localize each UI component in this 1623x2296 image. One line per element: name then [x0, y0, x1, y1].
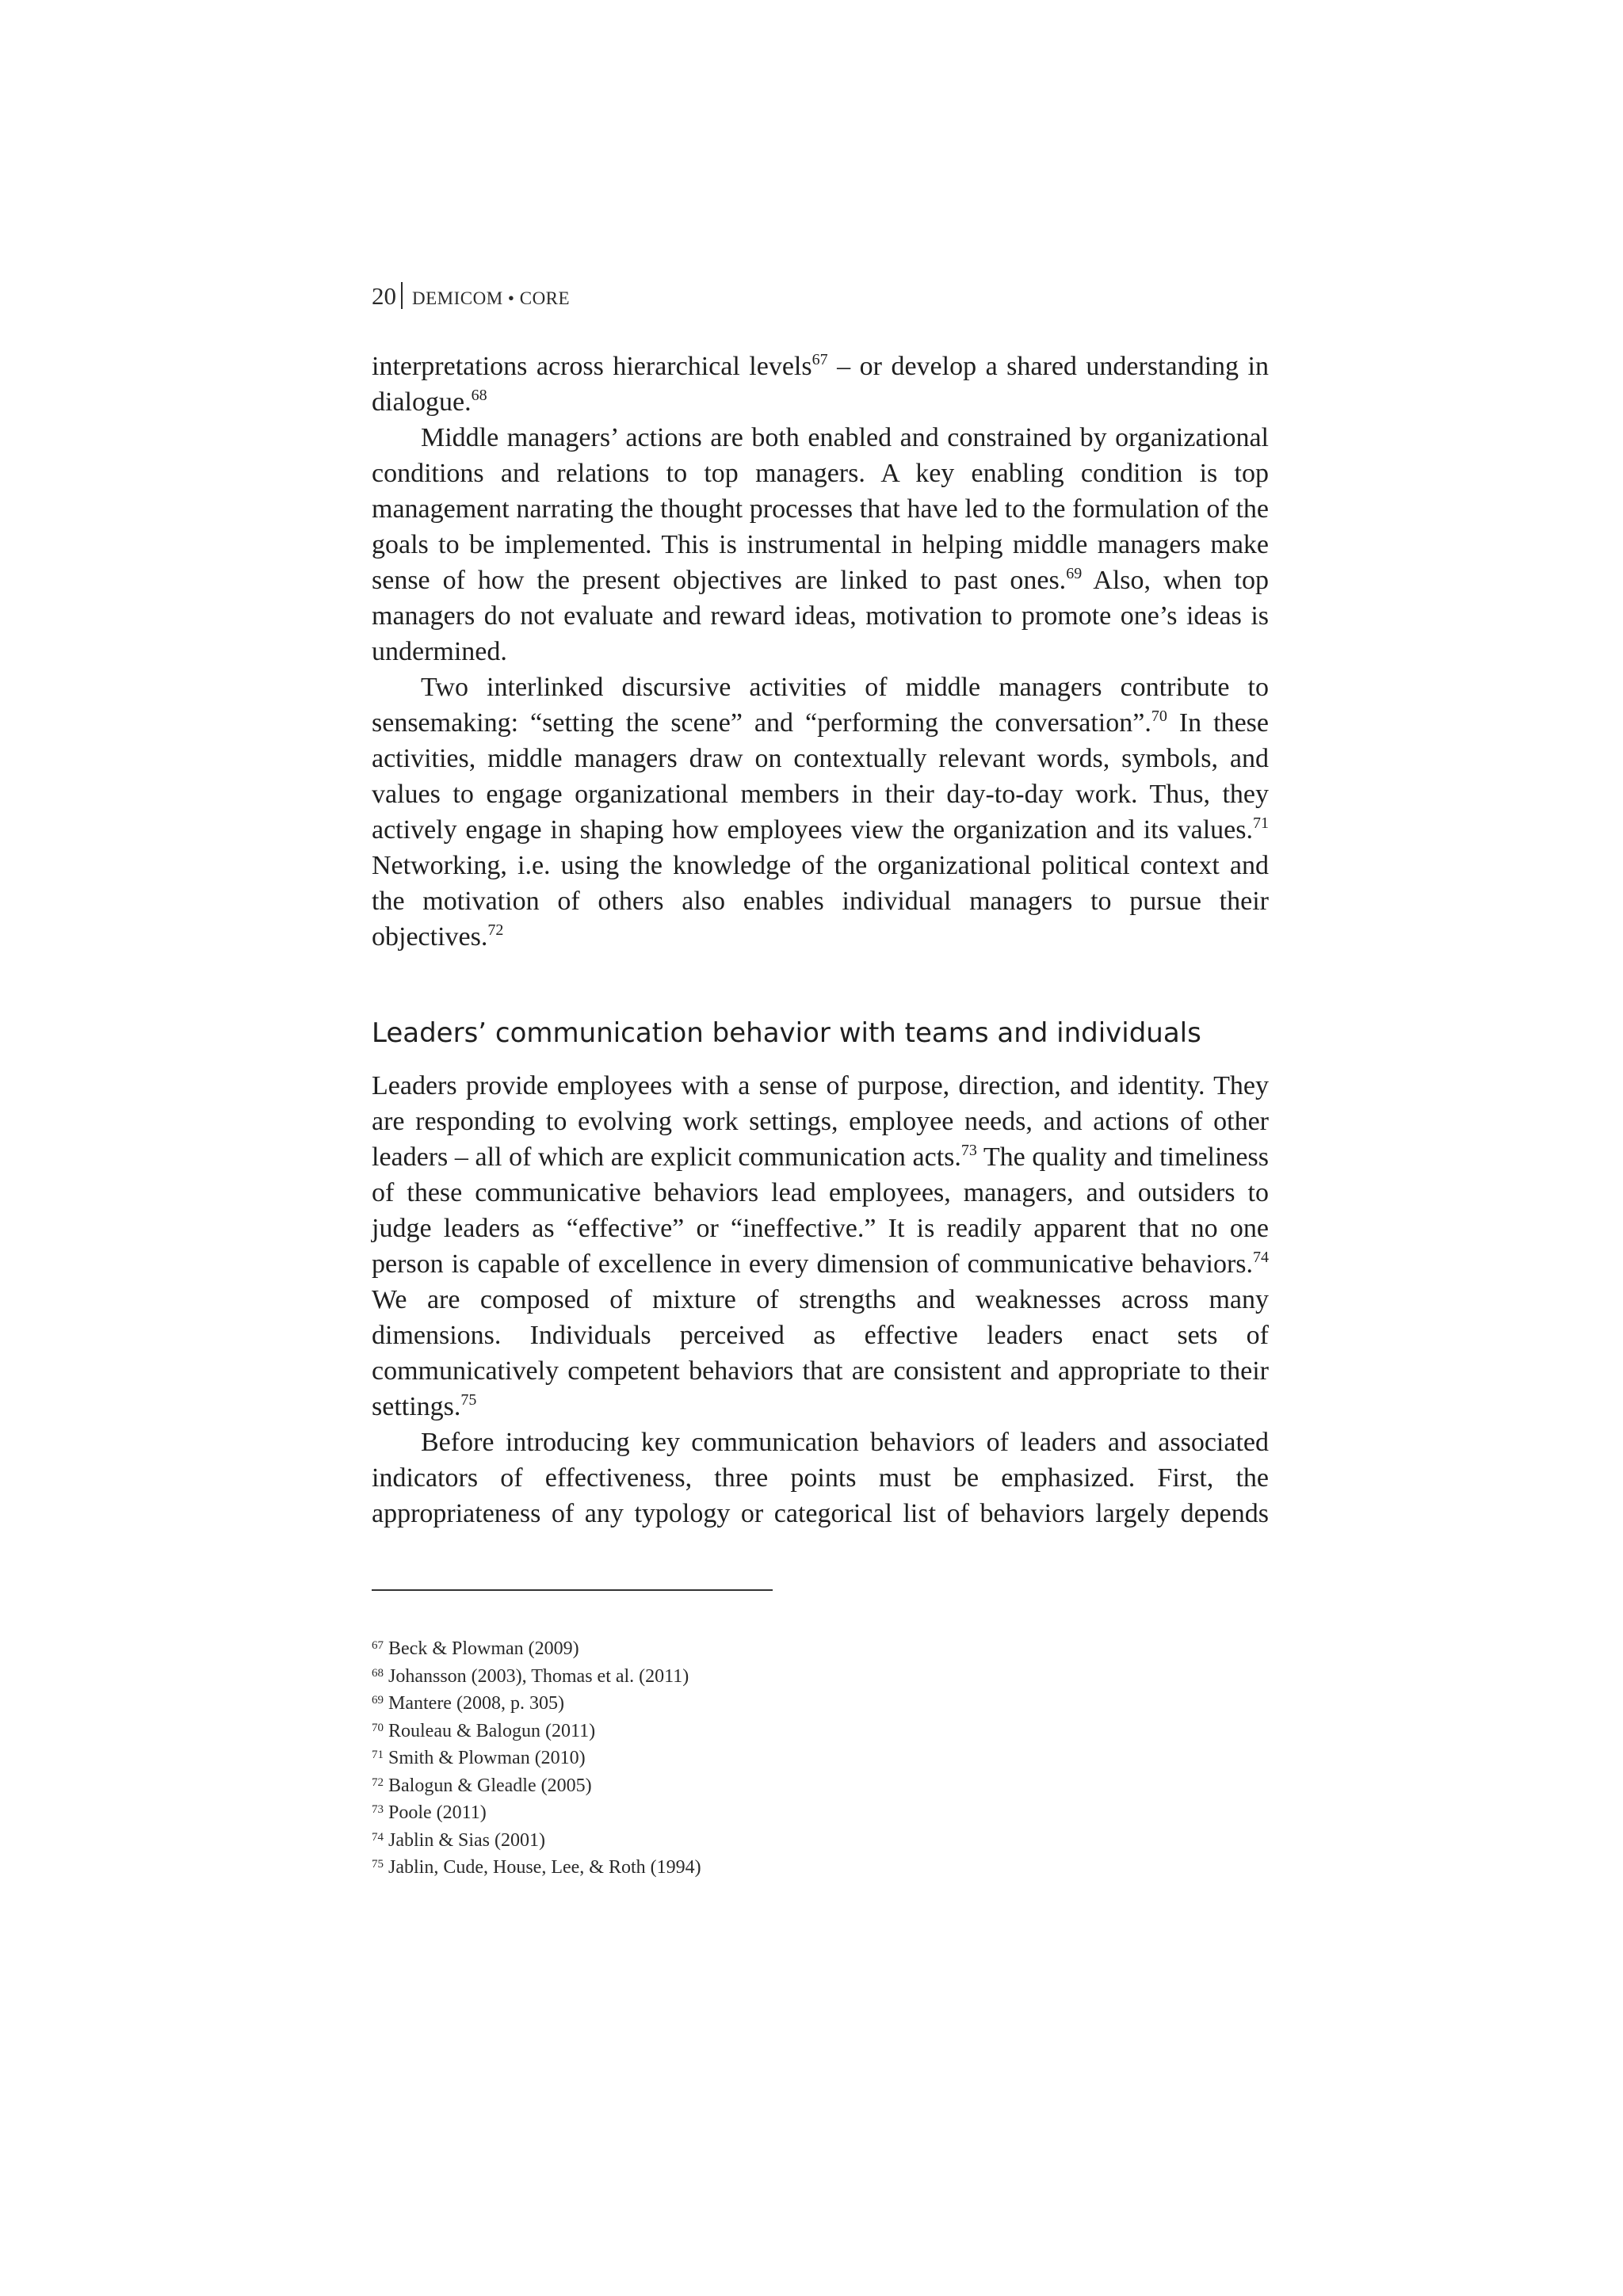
footnote-ref[interactable]: 71 [1253, 814, 1269, 832]
text-run: Leaders provide employees with a sense of purpose, direction, and identity. They are responding to evolving work settings, employee needs, and actions of other leaders – all of which are explicit communication acts. [372, 1071, 1269, 1172]
footnote-number: 71 [372, 1749, 384, 1761]
footnote-text: Jablin & Sias (2001) [388, 1829, 545, 1851]
footnote-separator [372, 1589, 773, 1591]
paragraph [372, 420, 1269, 669]
footnote-item [372, 1799, 926, 1827]
text-run: Middle managers’ actions are both enabled and constrained by organizational conditions and relations to top managers. A key enabling condition is top management narrating the thought processes that have led to the formulation of the goals to be implemented. This is instrumental in helping middle managers make sense of how the present objectives are linked to past ones. [372, 423, 1269, 595]
running-head-title: DEMICOM • CORE [412, 288, 571, 308]
paragraph [372, 349, 1269, 420]
footnote-item [372, 1635, 926, 1663]
footnote-text: Beck & Plowman (2009) [388, 1638, 579, 1659]
footnote-number: 75 [372, 1858, 384, 1871]
footnote-number: 72 [372, 1775, 384, 1789]
text-run: Networking, i.e. using the knowledge of the organizational political context and the motivation of others also enables individual managers to pursue their objectives. [372, 851, 1269, 952]
footnote-number: 67 [372, 1639, 384, 1652]
running-head-divider [401, 282, 403, 309]
text-run: Two interlinked discursive activities of middle managers contribute to sensemaking: “setting the scene” and “performing the conversation”. [372, 673, 1269, 738]
footnote-number: 69 [372, 1694, 384, 1707]
footnote-item [372, 1745, 926, 1772]
paragraph [372, 669, 1269, 955]
footnote-number: 70 [372, 1721, 384, 1734]
footnote-item [372, 1827, 926, 1855]
footnote-text: Smith & Plowman (2010) [388, 1748, 586, 1768]
footnote-ref[interactable]: 69 [1066, 565, 1083, 582]
footnote-text: Rouleau & Balogun (2011) [388, 1720, 596, 1741]
text-run: Also, when top managers do not evaluate and reward ideas, motivation to promote one’s ideas is undermined. [372, 566, 1270, 666]
text-run: – or develop a shared understanding in dialogue. [372, 352, 1269, 417]
text-run: The quality and timeliness of these communicative behaviors lead employees, managers, and outsiders to judge leaders as “effective” or “ineffective.” It is readily apparent that no one person is capable of excellence in every dimension of communicative behaviors. [372, 1142, 1269, 1279]
footnotes [372, 1635, 926, 1882]
footnote-ref[interactable]: 75 [460, 1391, 477, 1409]
footnote-number: 74 [372, 1830, 384, 1844]
paragraph [372, 1068, 1269, 1425]
text-run: In these activities, middle managers draw on contextually relevant words, symbols, and values to engage organizational members in their day-to-day work. Thus, they actively engage in shaping how employees view the organization and its values. [372, 708, 1269, 845]
text-run: interpretations across hierarchical levels [372, 352, 812, 381]
footnote-item [372, 1718, 926, 1745]
footnote-text: Johansson (2003), Thomas et al. (2011) [388, 1665, 689, 1687]
footnote-item [372, 1663, 926, 1691]
footnote-item [372, 1772, 926, 1800]
footnote-ref[interactable]: 68 [471, 387, 487, 404]
footnote-item [372, 1854, 926, 1882]
footnote-ref[interactable]: 74 [1253, 1249, 1269, 1266]
section1-body [372, 349, 1269, 955]
footnote-number: 73 [372, 1803, 384, 1816]
footnote-text: Poole (2011) [388, 1802, 487, 1823]
footnote-text: Balogun & Gleadle (2005) [388, 1775, 592, 1796]
footnote-text: Mantere (2008, p. 305) [388, 1693, 564, 1714]
footnote-ref[interactable]: 70 [1151, 707, 1167, 725]
running-head [372, 282, 570, 313]
text-run: We are composed of mixture of strengths and weaknesses across many dimensions. Individuals perceived as effective leaders enact sets of communicatively competent behaviors that are consistent and appropriate to their settings. [372, 1285, 1269, 1421]
section2-body [372, 1068, 1269, 1531]
footnote-ref[interactable]: 67 [812, 351, 828, 368]
text-run: Before introducing key communication behaviors of leaders and associated indicators of effectiveness, three points must be emphasized. First, the appropriateness of any typology or categorical list of behaviors largely depends [372, 1428, 1269, 1528]
footnote-ref[interactable]: 73 [960, 1142, 977, 1159]
paragraph [372, 1425, 1269, 1531]
footnote-number: 68 [372, 1666, 384, 1680]
footnote-item [372, 1690, 926, 1718]
page-number: 20 [372, 282, 396, 310]
footnote-text: Jablin, Cude, House, Lee, & Roth (1994) [388, 1857, 701, 1878]
footnote-ref[interactable]: 72 [487, 921, 504, 939]
section-heading: Leaders’ communication behavior with teams and individuals [372, 1017, 1201, 1049]
